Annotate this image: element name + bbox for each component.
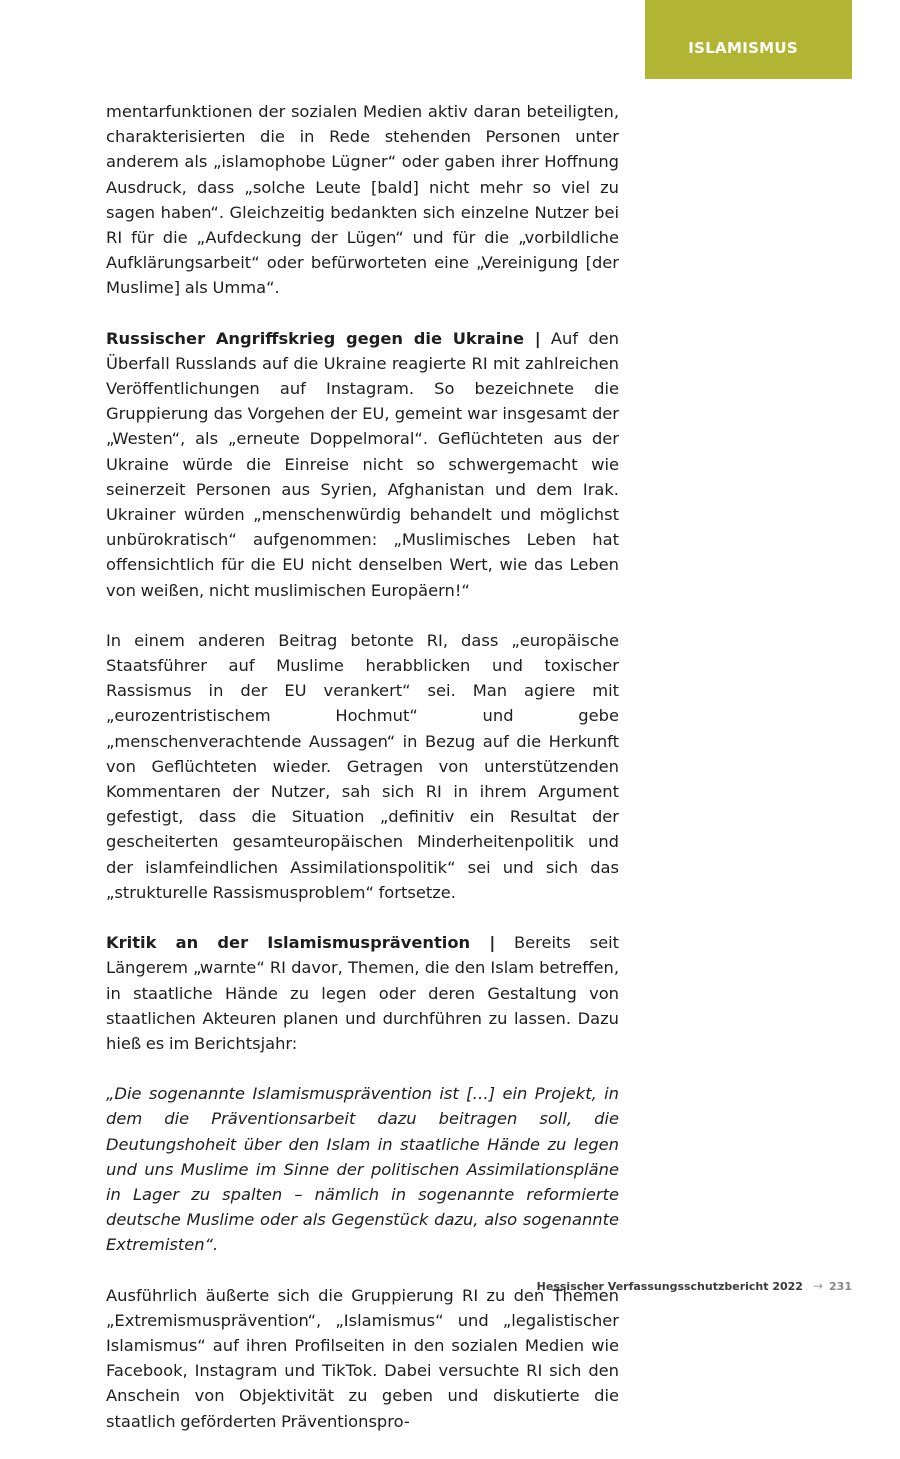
- block-quote: [106, 1081, 619, 1257]
- section-label: ISLAMISMUS: [688, 39, 798, 57]
- quote-text: „Die sogenannte Islamismusprävention ist […] ein Projekt, in dem die Präventionsarbeit dazu beitragen soll, die Deutungshoheit über den Islam in staatliche Hände zu legen und uns Muslime im Sinne der politischen Assimilationspläne in Lager zu spalten – nämlich in sogenannte reformierte deutsche Muslime oder als Gegenstück dazu, also sogenannte Extremisten“.: [106, 1084, 619, 1255]
- paragraph-ukraine: [106, 326, 619, 603]
- paragraph-text: mentarfunktionen der sozialen Medien aktiv daran beteiligten, charakterisierten die in Rede stehenden Personen unter anderem als „islamophobe Lügner“ oder gaben ihrer Hoffnung Ausdruck, dass „solche Leute [bald] nicht mehr so viel zu sagen haben“. Gleichzeitig bedankten sich einzelne Nutzer bei RI für die „Aufdeckung der Lügen“ und für die „vorbildliche Aufklärungsarbeit“ oder befürworteten eine „Vereinigung [der Muslime] als Umma“.: [106, 102, 619, 298]
- paragraph-text: Ausführlich äußerte sich die Gruppierung RI zu den Themen „Extremismusprävention“, „Islamismus“ und „legalistischer Islamismus“ auf ihren Profilseiten in den sozialen Medien wie Facebook, Instagram und TikTok. Dabei versuchte RI sich den Anschein von Objektivität zu geben und diskutierte die staatlich geförderten Präventionspro-: [106, 1285, 619, 1431]
- body-text: [106, 99, 619, 1459]
- paragraph-continued: [106, 99, 619, 301]
- section-tab: [645, 0, 852, 79]
- page-number: 231: [829, 1279, 852, 1293]
- paragraph-racism: [106, 628, 619, 905]
- page-footer: [537, 1279, 852, 1293]
- paragraph-text: In einem anderen Beitrag betonte RI, dass „europäische Staatsführer auf Muslime herabblicken und toxischer Rassismus in der EU verankert“ sei. Man agiere mit „eurozentristischem Hochmut“ und gebe „menschenverachtende Aussagen“ in Bezug auf die Herkunft von Geflüchteten wieder. Getragen von unterstützenden Kommentaren der Nutzer, sah sich RI in ihrem Argument gefestigt, dass die Situation „definitiv ein Resultat der gescheiterten gesamteuropäischen Minderheitenpolitik und der islamfeindlichen Assimilationspolitik“ sei und sich das „strukturelle Rassismusproblem“ fortsetze.: [106, 630, 619, 902]
- paragraph-lead: Russischer Angriffskrieg gegen die Ukraine |: [106, 328, 541, 348]
- paragraph-text: Bereits seit Längerem „warnte“ RI davor, Themen, die den Islam betreffen, in staatliche Hände zu legen oder deren Gestaltung von staatlichen Akteuren planen und durchführen zu lassen. Dazu hieß es im Berichtsjahr:: [106, 933, 620, 1053]
- paragraph-prevention: [106, 930, 619, 1056]
- paragraph-text: Auf den Überfall Russlands auf die Ukraine reagierte RI mit zahlreichen Veröffentlichungen auf Instagram. So bezeichnete die Gruppierung das Vorgehen der EU, gemeint war insgesamt der „Westen“, als „erneute Doppelmoral“. Geflüchteten aus der Ukraine würde die Einreise nicht so schwergemacht wie seinerzeit Personen aus Syrien, Afghanistan und dem Irak. Ukrainer würden „menschenwürdig behandelt und möglichst unbürokratisch“ aufgenommen: „Muslimisches Leben hat offensichtlich für die EU nicht denselben Wert, wie das Leben von weißen, nicht muslimischen Europäern!“: [106, 328, 619, 600]
- publication-title: Hessischer Verfassungsschutzbericht 2022: [536, 1279, 803, 1293]
- paragraph-closing: [106, 1283, 619, 1434]
- paragraph-lead: Kritik an der Islamismusprävention |: [106, 933, 496, 953]
- arrow-right-icon: →: [812, 1279, 824, 1293]
